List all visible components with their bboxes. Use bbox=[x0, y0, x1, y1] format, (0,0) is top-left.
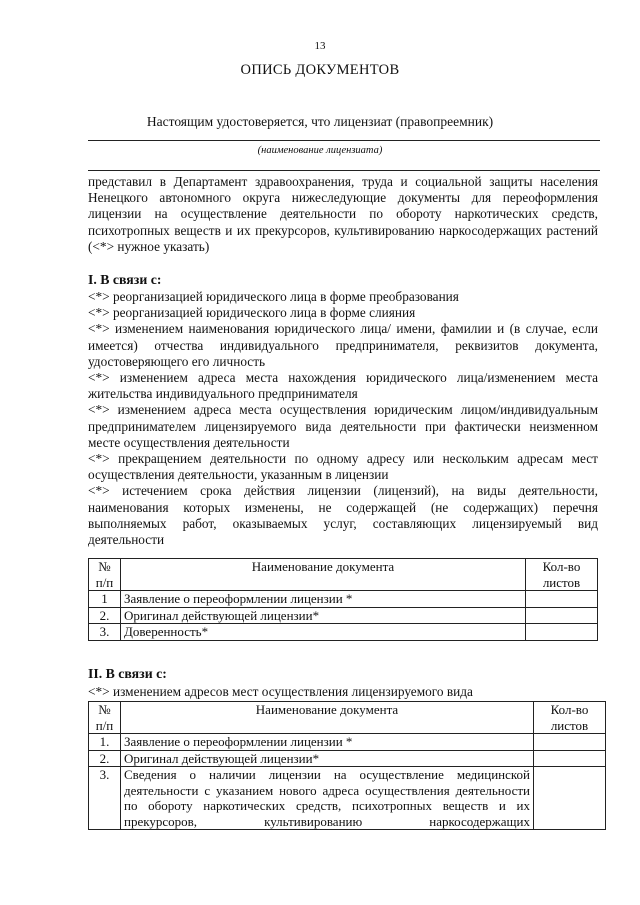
list-item: <*> прекращением деятельности по одному адресу или нескольким адресам мест осуществления деятельности, указанным в лицензии bbox=[88, 451, 598, 483]
col-header-name: Наименование документа bbox=[121, 702, 534, 734]
page-number: 13 bbox=[314, 40, 326, 52]
licensee-name-line-2 bbox=[88, 170, 600, 171]
licensee-caption: (наименование лицензиата) bbox=[257, 145, 383, 156]
list-item: <*> изменением наименования юридического лица/ имени, фамилии и (в случае, если имеется) отчества индивидуального предпринимателя, реквизитов документа, удостоверяющего его личность bbox=[88, 321, 598, 369]
intro-paragraph: представил в Департамент здравоохранения, труда и социальной защиты населения Ненецкого автономного округа нижеследующие документы для переоформления лицензии на осуществление деятельности по обороту наркотических средств, психотропных веществ и их прекурсоров, культивированию наркосодержащих растений (<*> нужное указать) bbox=[88, 174, 598, 254]
section2-subheading: <*> изменением адресов мест осуществления лицензируемого вида bbox=[88, 684, 473, 699]
table-row: 3. Доверенность* bbox=[89, 624, 598, 641]
certify-line: Настоящим удостоверяется, что лицензиат (правопреемник) bbox=[146, 114, 494, 129]
document-title: ОПИСЬ ДОКУМЕНТОВ bbox=[240, 62, 400, 78]
table-row: 1 Заявление о переоформлении лицензии * bbox=[89, 591, 598, 608]
section1-list bbox=[88, 289, 598, 548]
list-item: <*> изменением адреса места осуществления юридическим лицом/индивидуальным предпринимателем лицензируемого вида деятельности при фактически неизменном месте осуществления деятельности bbox=[88, 402, 598, 450]
list-item: <*> изменением адреса места нахождения юридического лица/изменением места жительства индивидуального предпринимателя bbox=[88, 370, 598, 402]
col-header-num: № п/п bbox=[89, 559, 121, 591]
table-row: 1. Заявление о переоформлении лицензии * bbox=[89, 734, 606, 751]
col-header-name: Наименование документа bbox=[121, 559, 526, 591]
list-item: <*> реорганизацией юридического лица в форме слияния bbox=[88, 305, 416, 321]
section2-table bbox=[88, 701, 606, 830]
col-header-num: № п/п bbox=[89, 702, 121, 734]
list-item: <*> реорганизацией юридического лица в форме преобразования bbox=[88, 289, 459, 304]
section1-heading: I. В связи с: bbox=[88, 272, 162, 287]
section2-heading: II. В связи с: bbox=[88, 666, 167, 681]
table-row: 3. Сведения о наличии лицензии на осуществление медицинской деятельности с указанием нового адреса осуществления деятельности по обороту наркотических средств, психотропных веществ и их прекурсоров, культивированию наркосодержащих bbox=[89, 767, 606, 830]
table-row: 2. Оригинал действующей лицензии* bbox=[89, 607, 598, 624]
col-header-count: Кол-во листов bbox=[526, 559, 598, 591]
list-item: <*> истечением срока действия лицензии (лицензий), на виды деятельности, наименования которых изменены, не содержащей (не содержащих) перечня выполняемых работ, оказываемых услуг, составляющих лицензируемый вид деятельности bbox=[88, 483, 598, 548]
table-row: 2. Оригинал действующей лицензии* bbox=[89, 750, 606, 767]
section1-table bbox=[88, 558, 598, 641]
col-header-count: Кол-во листов bbox=[534, 702, 606, 734]
licensee-name-line bbox=[88, 140, 600, 141]
